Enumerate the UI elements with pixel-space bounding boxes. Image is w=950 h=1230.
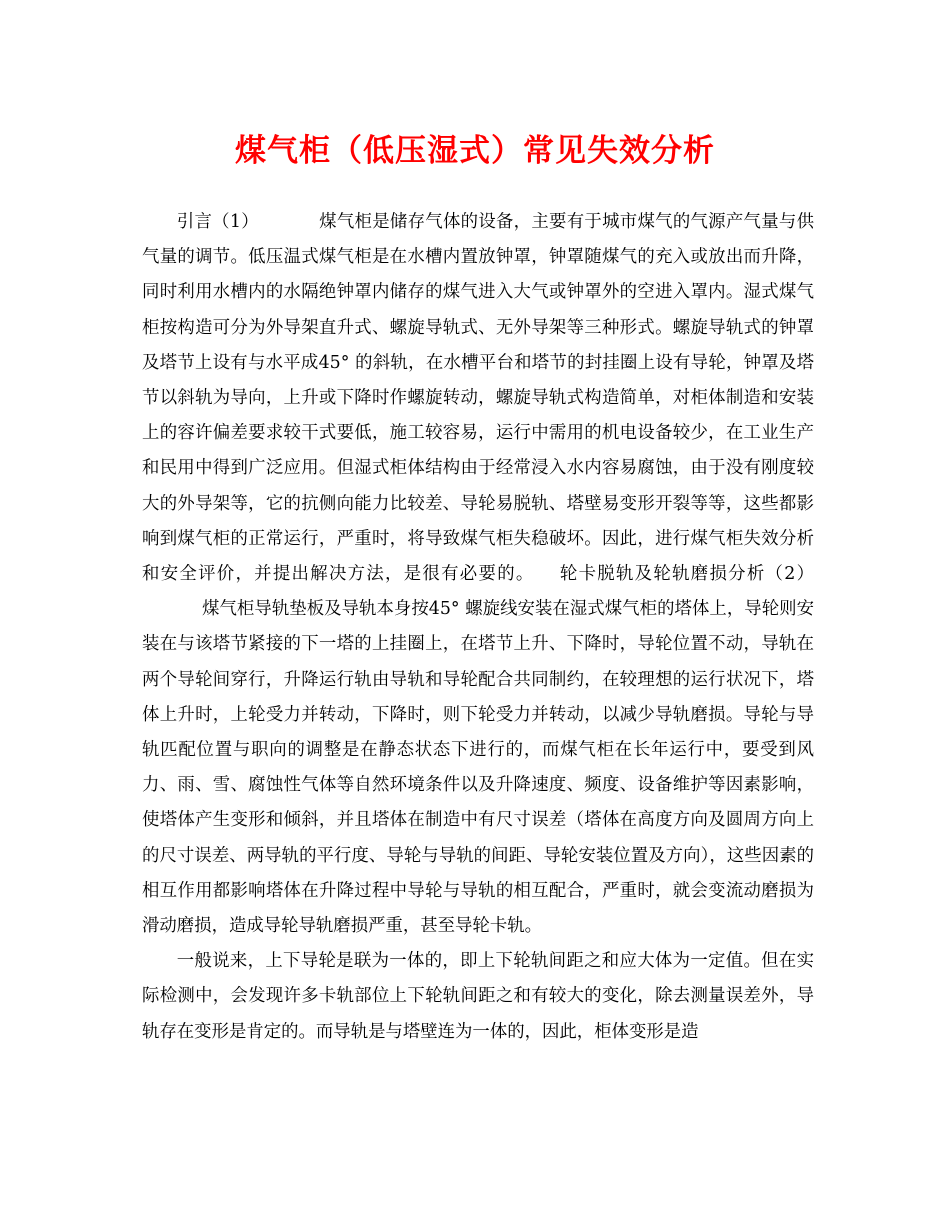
paragraph-general: 一般说来，上下导轮是联为一体的，即上下轮轨间距之和应大体为一定值。但在实际检测中，会发现许多卡轨部位上下轮轨间距之和有较大的变化，除去测量误差外，导轨存在变形是肯定的。而导轨是与塔壁连为一体的，因此，柜体变形是造 — [142, 951, 814, 1042]
paragraph-wheel-analysis-text: 煤气柜导轨垫板及导轨本身按45° 螺旋线安装在湿式煤气柜的塔体上，导轮则安装在与该塔节紧接的下一塔的上挂圈上，在塔节上升、下降时，导轮位置不动，导轨在两个导轮间穿行，升降运行轨由导轨和导轮配合共同制约，在较理想的运行状况下，塔体上升时，上轮受力并转动，下降时，则下轮受力并转动，以减少导轨磨损。导轮与导轨匹配位置与职向的调整是在静态状态下进行的，而煤气柜在长年运行中，要受到风力、雨、雪、腐蚀性气体等自然环境条件以及升降速度、频度、设备维护等因素影响，使塔体产生变形和倾斜，并且塔体在制造中有尺寸误差（塔体在高度方向及圆周方向上的尺寸误差、两导轨的平行度、导轮与导轨的间距、导轮安装位置及方向），这些因素的相互作用都影响塔体在升降过程中导轮与导轨的相互配合，严重时，就会变流动磨损为滑动磨损，造成导轮导轨磨损严重，甚至导轮卡轨。 — [142, 599, 814, 937]
heading-wheel-analysis: 轮卡脱轨及轮轨磨损分析（2） — [558, 564, 814, 585]
heading-intro: 引言（1） — [176, 212, 259, 232]
document-body — [142, 205, 814, 1050]
page-title: 煤气柜（低压湿式）常见失效分析 — [235, 133, 715, 169]
paragraph-intro — [142, 205, 814, 944]
paragraph-intro-text: 煤气柜是储存气体的设备，主要有于城市煤气的气源产气量与供气量的调节。低压温式煤气柜是在水槽内置放钟罩，钟罩随煤气的充入或放出而升降，同时利用水槽内的水隔绝钟罩内储存的煤气进入大气或钟罩外的空进入罩内。湿式煤气柜按构造可分为外导架直升式、螺旋导轨式、无外导架等三种形式。螺旋导轨式的钟罩及塔节上设有与水平成45° 的斜轨，在水槽平台和塔节的封挂圈上设有导轮，钟罩及塔节以斜轨为导向，上升或下降时作螺旋转动，螺旋导轨式构造简单，对柜体制造和安装上的容许偏差要求较干式要低，施工较容易，运行中需用的机电设备较少，在工业生产和民用中得到广泛应用。但湿式柜体结构由于经常浸入水内容易腐蚀，由于没有刚度较大的外导架等，它的抗侧向能力比较差、导轮易脱轨、塔壁易变形开裂等等，这些都影响到煤气柜的正常运行，严重时，将导致煤气柜失稳破坏。因此，进行煤气柜失效分析和安全评价，并提出解决方法，是很有必要的。 — [142, 212, 814, 585]
